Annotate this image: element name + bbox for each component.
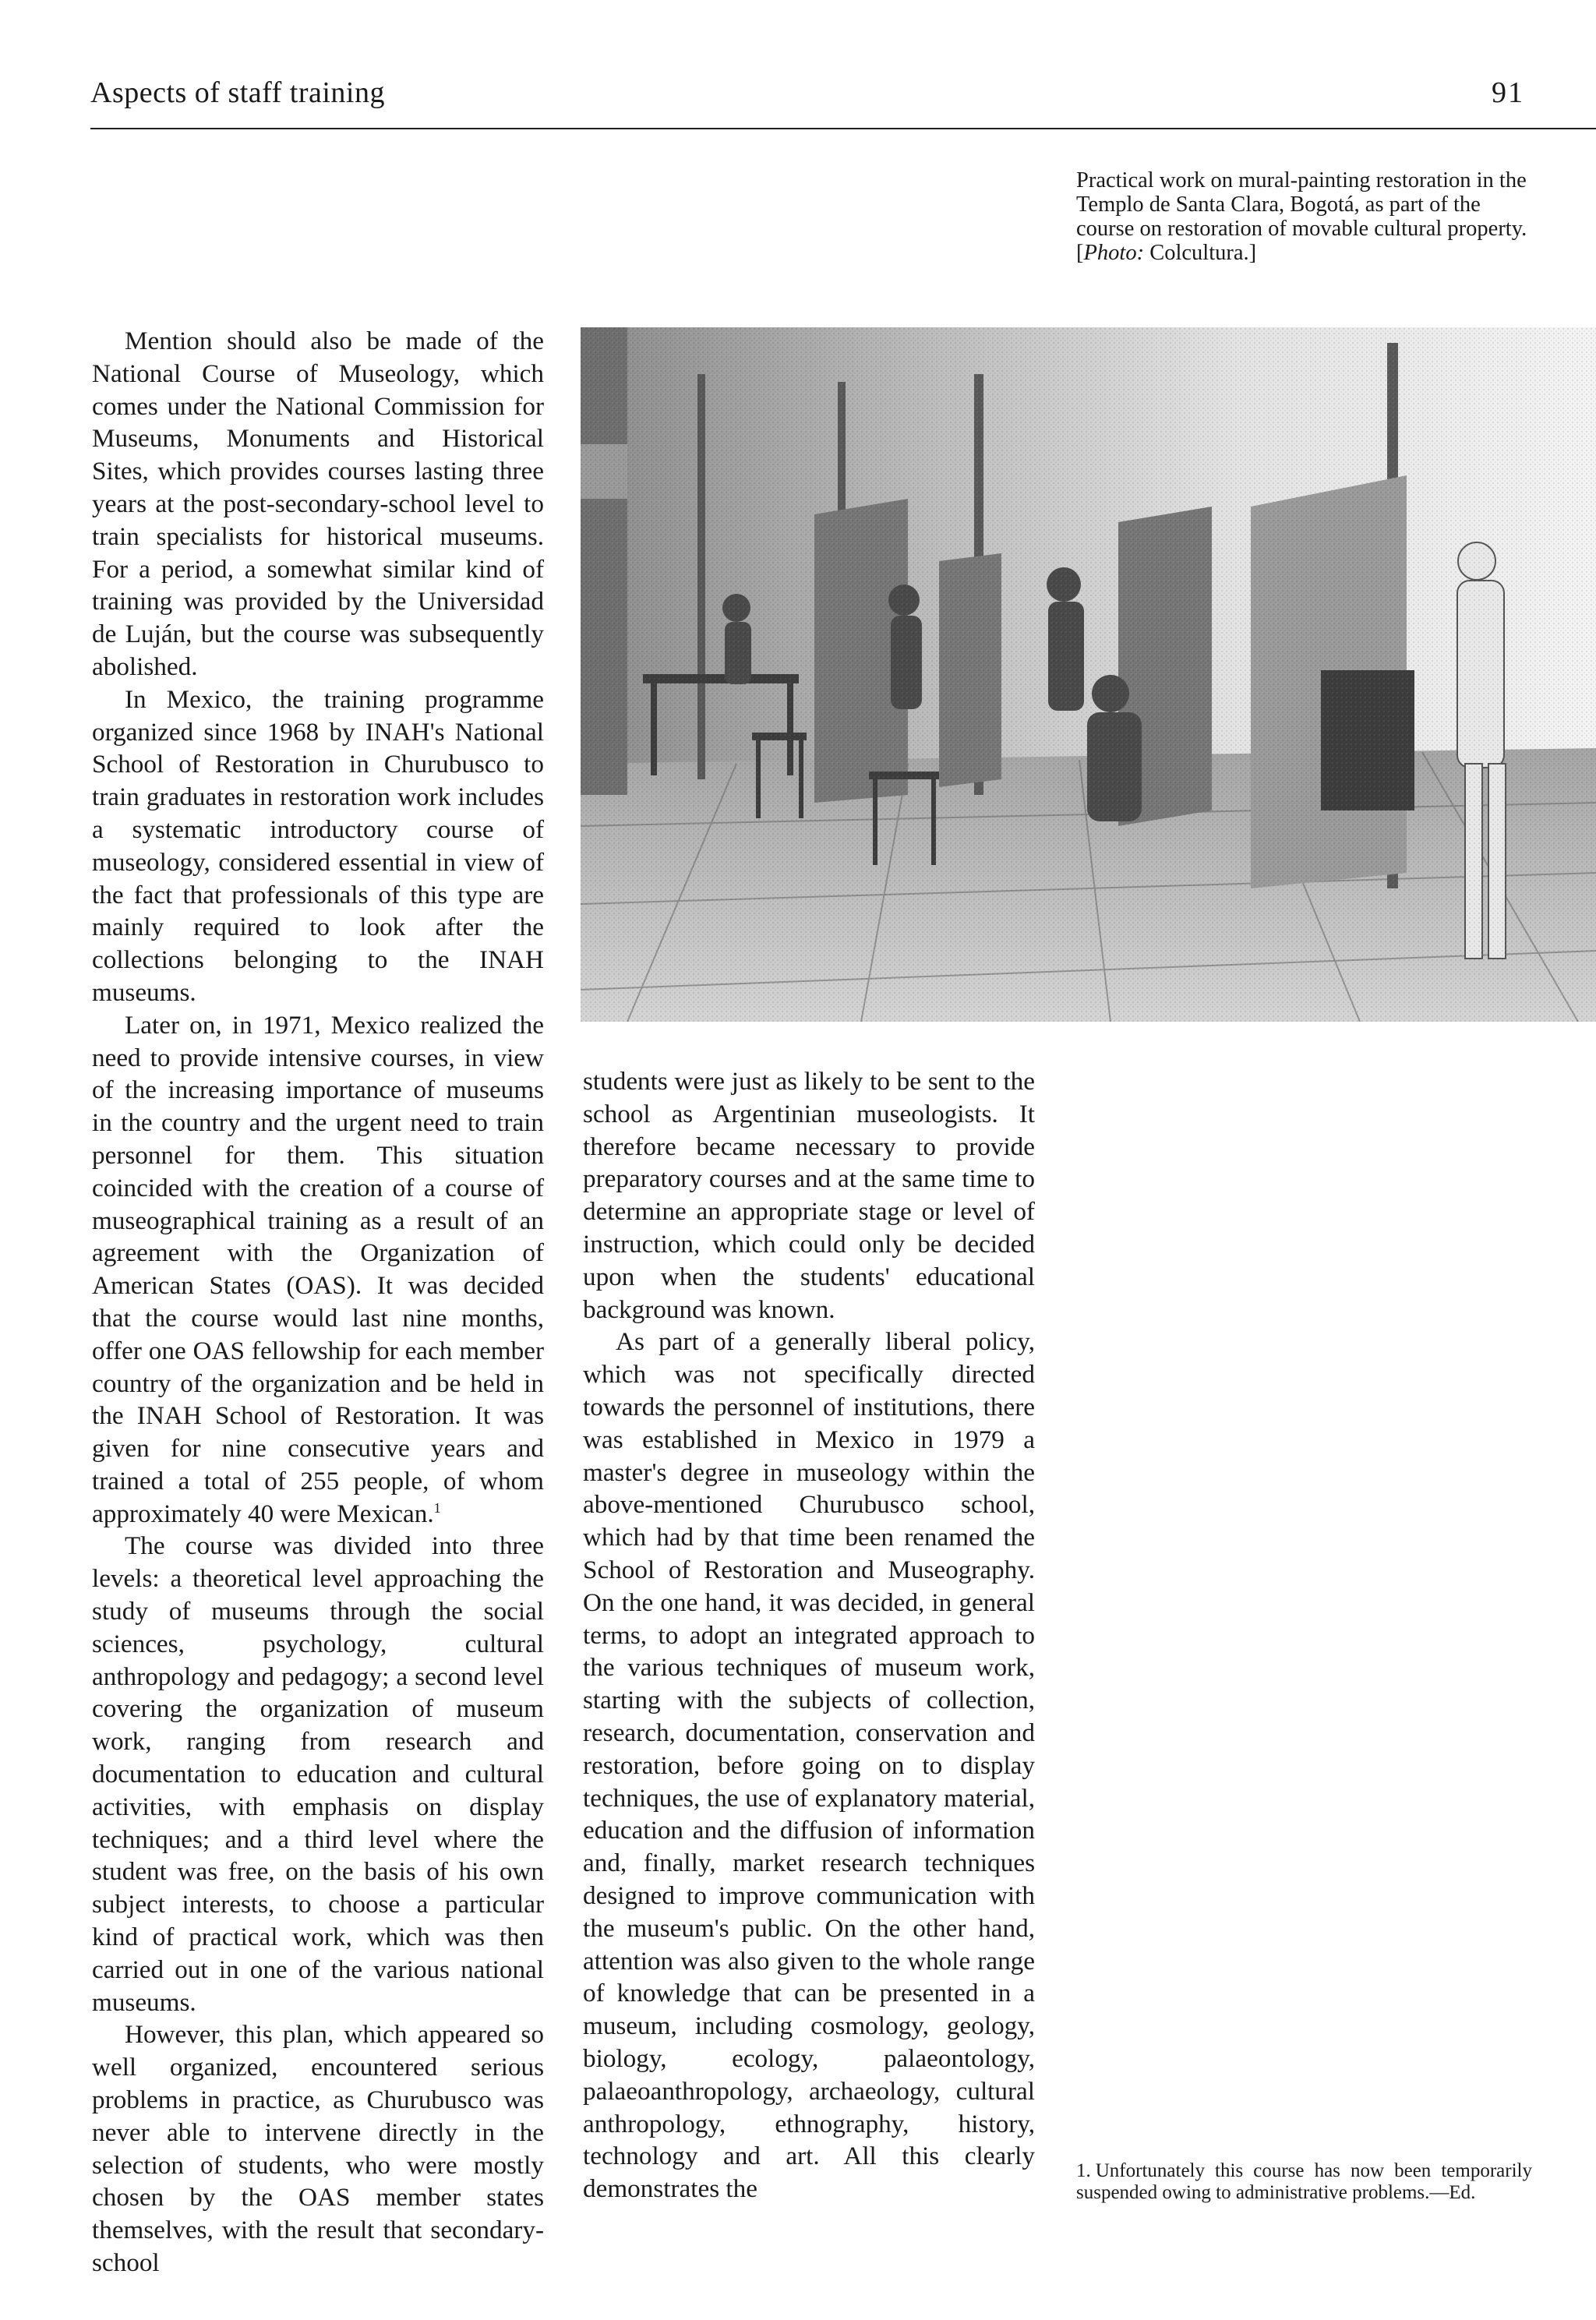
caption-text: Practical work on mural-painting restoration in the Templo de Santa Clara, Bogotá, as part of the course on restoration of movable cultural property. xyxy=(1076,168,1527,241)
paragraph-text: Later on, in 1971, Mexico realized the need to provide intensive courses, in view of the increasing importance of museums in the country and the urgent need to train personnel for them. This situation coincided with the creation of a course of museographical training as a result of an agreement with the Organization of American States (OAS). It was decided that the course would last nine months, offer one OAS fellowship for each member country of the organization and be held in the INAH School of Restoration. It was given for nine consecutive years and trained a total of 255 people, of whom approximately 40 were Mexican. xyxy=(92,1010,544,1528)
footnote-reference[interactable]: 1 xyxy=(433,1499,441,1516)
paragraph: As part of a generally liberal policy, which was not specifically directed towards the personnel of institutions, there was established in Mexico in 1979 a master's degree in museology within the above-mentioned Churubusco school, which had by that time been renamed the School of Restoration and Museography. On the one hand, it was decided, in general terms, to adopt an integrated approach to the various techniques of museum work, starting with the subjects of collection, research, documentation, conservation and restoration, before going on to display techniques, the use of explanatory material, education and the diffusion of information and, finally, market research techniques designed to improve communication with the museum's public. On the other hand, attention was also given to the whole range of knowledge that can be presented in a museum, including cosmology, geology, biology, ecology, palaeontology, palaeoanthropology, archaeology, cultural anthropology, ethnography, history, technology and art. All this clearly demonstrates the xyxy=(583,1327,1035,2204)
paragraph: However, this plan, which appeared so well organized, encountered serious problems in practice, as Churubusco was never able to intervene directly in the selection of students, who were mostly chosen by the OAS member states themselves, with the result that secondary-school xyxy=(92,2020,544,2278)
credit-source: Colcultura. xyxy=(1149,241,1249,265)
text-column-left xyxy=(92,325,544,2279)
paragraph: The course was divided into three levels: a theoretical level approaching the study of museums through the social sciences, psychology, cultural anthropology and pedagogy; a second level covering the organization of museum work, ranging from research and documentation to education and cultural activities, with emphasis on display techniques; and a third level where the student was free, on the basis of his own subject interests, to choose a particular kind of practical work, which was then carried out in one of the various national museums. xyxy=(92,1531,544,2017)
credit-label: Photo: xyxy=(1083,241,1145,265)
paragraph: students were just as likely to be sent to the school as Argentinian museologists. It therefore became necessary to provide preparatory courses and at the same time to determine an appropriate stage or level of instruction, which could only be decided upon when the students' educational background was known. xyxy=(583,1067,1035,1324)
paragraph: In Mexico, the training programme organized since 1968 by INAH's National School of Restoration in Churubusco to train graduates in restoration work includes a systematic introductory course of museology, considered essential in view of the fact that professionals of this type are mainly required to look after the collections belonging to the INAH museums. xyxy=(92,684,544,1007)
page-number: 91 xyxy=(1492,76,1524,109)
footnote-number: 1. xyxy=(1076,2160,1091,2181)
text-column-middle xyxy=(583,1065,1035,2205)
header-rule xyxy=(90,128,1596,129)
restoration-studio-photo xyxy=(581,327,1596,1022)
caption-credit: [Photo: Colcultura.] xyxy=(1076,241,1257,265)
running-head: Aspects of staff training xyxy=(90,76,385,109)
figure-caption xyxy=(1076,168,1528,265)
footnote-text: Unfortunately this course has now been temporarily suspended owing to administrative problems.—Ed. xyxy=(1076,2160,1532,2203)
paragraph: Mention should also be made of the National Course of Museology, which comes under the National Commission for Museums, Monuments and Historical Sites, which provides courses lasting three years at the post-secondary-school level to train specialists for historical museums. For a period, a somewhat similar kind of training was provided by the Universidad de Luján, but the course was subsequently abolished. xyxy=(92,327,544,681)
footnote xyxy=(1076,2160,1532,2204)
paragraph xyxy=(92,1009,544,1531)
